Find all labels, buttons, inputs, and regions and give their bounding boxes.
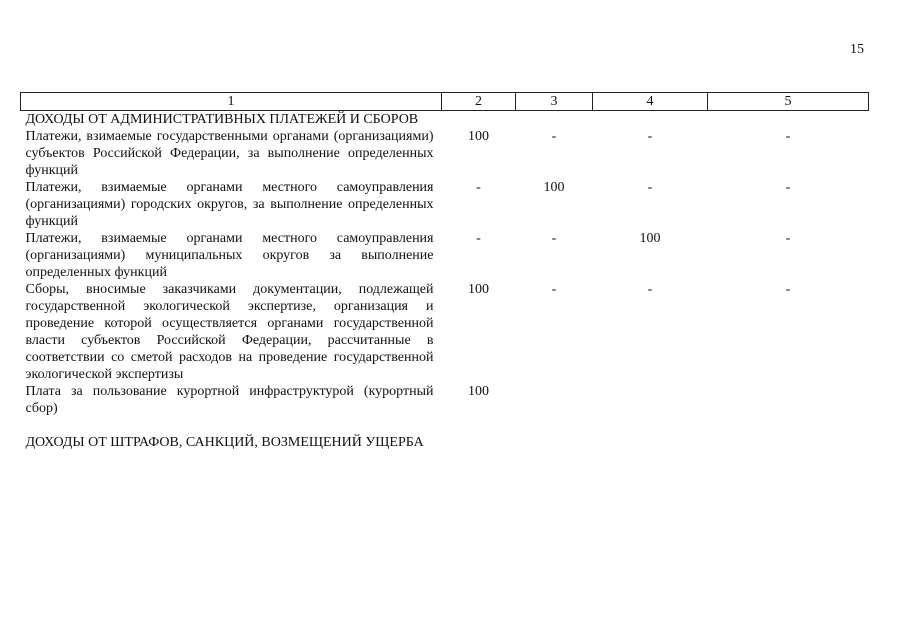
column-header-1: 1 — [21, 93, 442, 111]
revenue-distribution-table — [20, 92, 869, 451]
table-row — [21, 128, 869, 179]
row-value-col5 — [708, 383, 869, 417]
row-value-col3: - — [551, 282, 557, 297]
row-description: Сборы, вносимые заказчиками документации, подлежащей государственной экологической экспертизе, организация и проведение которой осуществляется органами государственной власти субъектов Российской Федерации, рассчитанные в соответствии со сметой расходов на проведение государственной экологической экспертизы — [25, 282, 434, 382]
row-value-col3 — [516, 383, 593, 417]
row-value-col5: - — [785, 180, 791, 195]
column-header-3: 3 — [516, 93, 593, 111]
row-value-col2: - — [476, 180, 481, 195]
row-description: Платежи, взимаемые органами местного самоуправления (организациями) муниципальных округов за выполнение определенных функций — [25, 231, 434, 280]
section-title: ДОХОДЫ ОТ ШТРАФОВ, САНКЦИЙ, ВОЗМЕЩЕНИЙ УЩЕРБА — [25, 435, 424, 450]
row-value-col5: - — [785, 129, 791, 144]
row-value-col3: 100 — [543, 180, 565, 195]
column-header-4: 4 — [593, 93, 708, 111]
row-value-col3: - — [551, 231, 557, 246]
row-value-col2: 100 — [468, 129, 489, 144]
row-value-col2: - — [476, 231, 481, 246]
row-description: Платежи, взимаемые органами местного самоуправления (организациями) городских округов, за выполнение определенных функций — [25, 180, 434, 229]
table-row — [21, 383, 869, 417]
column-header-5: 5 — [708, 93, 869, 111]
table-row — [21, 230, 869, 281]
row-value-col4: - — [647, 129, 653, 144]
row-description: Плата за пользование курортной инфраструктурой (курортный сбор) — [25, 384, 434, 416]
row-value-col5: - — [785, 231, 791, 246]
row-value-col2: 100 — [468, 282, 489, 297]
section-row — [21, 111, 869, 129]
table-row — [21, 179, 869, 230]
row-value-col4: - — [647, 282, 653, 297]
blank-row — [21, 417, 869, 434]
row-description: Платежи, взимаемые государственными органами (организациями) субъектов Российской Федерации, за выполнение определенных функций — [25, 129, 434, 178]
row-value-col4 — [593, 383, 708, 417]
section-title: ДОХОДЫ ОТ АДМИНИСТРАТИВНЫХ ПЛАТЕЖЕЙ И СБОРОВ — [25, 112, 419, 127]
table-row — [21, 281, 869, 383]
section-row — [21, 434, 869, 451]
row-value-col2: 100 — [468, 384, 489, 399]
row-value-col4: - — [647, 180, 653, 195]
row-value-col5: - — [785, 282, 791, 297]
row-value-col3: - — [551, 129, 557, 144]
table-header-row — [21, 93, 869, 111]
row-value-col4: 100 — [639, 231, 661, 246]
page-number: 15 — [850, 42, 864, 57]
column-header-2: 2 — [442, 93, 516, 111]
